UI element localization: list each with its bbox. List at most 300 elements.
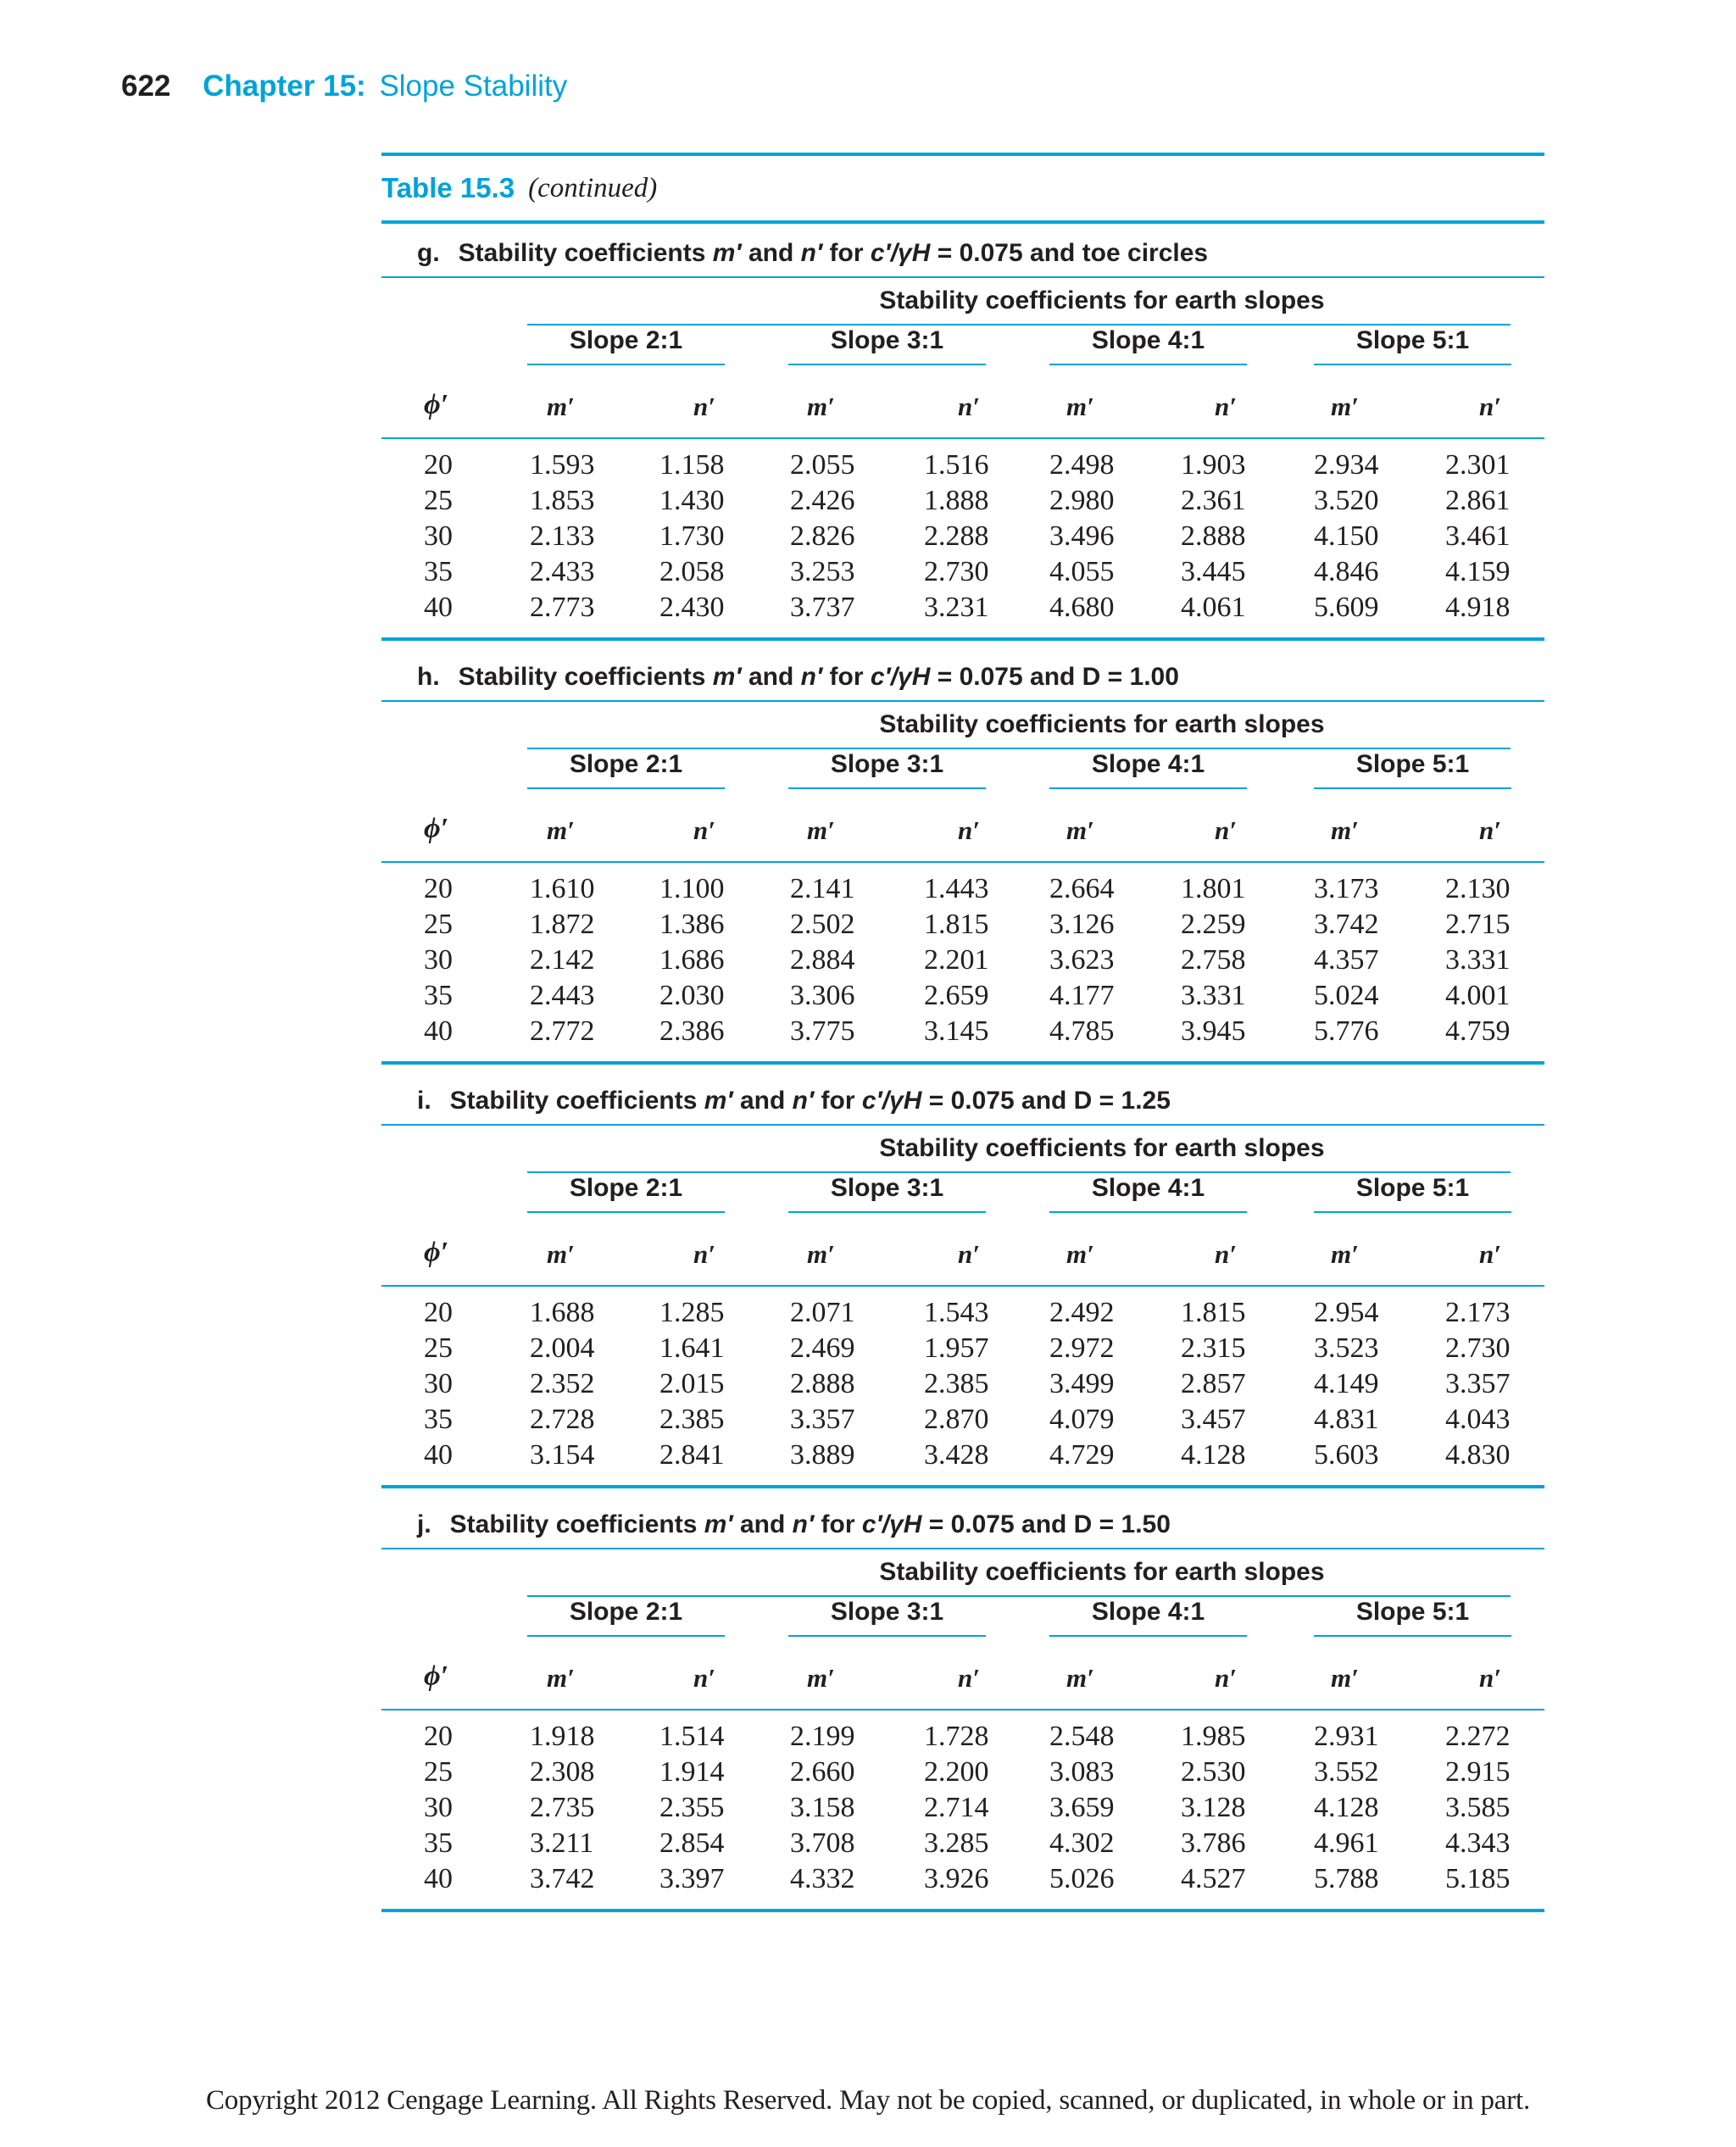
m-cell: 3.253 — [790, 556, 855, 587]
section-title-n: n′ — [800, 239, 823, 267]
n-cell: 2.854 — [659, 1827, 725, 1859]
n-cell: 2.315 — [1181, 1332, 1246, 1364]
n-cell: 2.430 — [659, 592, 725, 623]
m-column-head: m′ — [1331, 815, 1359, 845]
table-row — [381, 485, 1544, 520]
n-column-head: n′ — [1215, 1663, 1237, 1693]
n-cell: 2.355 — [659, 1792, 725, 1823]
m-cell: 4.831 — [1314, 1404, 1379, 1435]
column-head-rule — [381, 1285, 1544, 1287]
slope-header-rule — [1049, 787, 1247, 789]
section-letter: j. — [417, 1510, 431, 1538]
n-cell: 1.985 — [1181, 1721, 1246, 1752]
m-cell: 1.688 — [530, 1297, 595, 1328]
n-cell: 2.730 — [924, 556, 989, 587]
n-column-head: n′ — [958, 1239, 980, 1269]
n-cell: 1.888 — [924, 485, 989, 516]
m-column-head: m′ — [1331, 1239, 1359, 1269]
n-cell: 2.888 — [1181, 520, 1246, 552]
n-cell: 5.185 — [1445, 1863, 1511, 1894]
n-cell: 2.173 — [1445, 1297, 1511, 1328]
m-cell: 2.433 — [530, 556, 595, 587]
column-head-rule — [381, 861, 1544, 863]
section-title-text: Stability coefficients — [458, 239, 713, 267]
n-cell: 1.815 — [1181, 1297, 1246, 1328]
n-cell: 1.386 — [659, 909, 725, 940]
n-cell: 1.728 — [924, 1721, 989, 1752]
n-cell: 4.128 — [1181, 1439, 1246, 1471]
table-section — [381, 1495, 1544, 1919]
n-cell: 4.043 — [1445, 1404, 1511, 1435]
slope-header: Slope 4:1 — [1091, 1174, 1205, 1202]
n-column-head: n′ — [1479, 815, 1501, 845]
section-title-for: for — [814, 1087, 862, 1115]
n-cell: 1.514 — [659, 1721, 725, 1752]
m-cell: 2.931 — [1314, 1721, 1379, 1752]
m-cell: 2.141 — [790, 873, 855, 904]
m-cell: 4.150 — [1314, 520, 1379, 552]
m-cell: 2.133 — [530, 520, 595, 552]
m-cell: 2.492 — [1049, 1297, 1115, 1328]
n-cell: 2.714 — [924, 1792, 989, 1823]
table-row — [381, 520, 1544, 556]
n-cell: 1.443 — [924, 873, 989, 904]
m-cell: 4.785 — [1049, 1015, 1115, 1047]
slope-header-rule — [1049, 1211, 1247, 1213]
section-title-m: m′ — [712, 239, 742, 267]
m-cell: 5.603 — [1314, 1439, 1379, 1471]
slope-header-rule — [1314, 364, 1511, 365]
n-cell: 1.100 — [659, 873, 725, 904]
m-column-head: m′ — [1331, 1663, 1359, 1693]
n-cell: 4.759 — [1445, 1015, 1511, 1047]
phi-cell: 40 — [424, 1439, 453, 1471]
n-column-head: n′ — [1215, 1239, 1237, 1269]
n-cell: 2.201 — [924, 944, 989, 976]
section-title-rest: = 0.075 and D = 1.50 — [921, 1510, 1171, 1538]
phi-cell: 35 — [424, 1827, 453, 1859]
m-cell: 2.004 — [530, 1332, 595, 1364]
table-row — [381, 1792, 1544, 1827]
n-cell: 3.445 — [1181, 556, 1246, 587]
group-header: Stability coefficients for earth slopes — [879, 1134, 1325, 1162]
section-title-m: m′ — [704, 1510, 733, 1538]
slope-header-rule — [527, 364, 725, 365]
m-cell: 3.708 — [790, 1827, 855, 1859]
m-cell: 2.055 — [790, 449, 855, 481]
n-cell: 3.145 — [924, 1015, 989, 1047]
table-section — [381, 1071, 1544, 1495]
section-bottom-rule — [381, 1061, 1544, 1065]
m-column-head: m′ — [807, 1239, 835, 1269]
table-row — [381, 980, 1544, 1015]
slope-header-rule — [788, 787, 986, 789]
section-title-text: Stability coefficients — [458, 663, 713, 691]
n-cell: 2.758 — [1181, 944, 1246, 976]
n-cell: 1.543 — [924, 1297, 989, 1328]
section-letter: i. — [417, 1087, 431, 1115]
column-head-rule — [381, 1709, 1544, 1710]
m-cell: 2.660 — [790, 1756, 855, 1788]
section-title-text: Stability coefficients — [449, 1087, 704, 1115]
section-title-rule — [381, 1124, 1544, 1126]
section-letter: g. — [417, 239, 440, 267]
phi-cell: 20 — [424, 1721, 453, 1752]
section-title-expr: c′/γH — [870, 663, 931, 691]
n-cell: 2.288 — [924, 520, 989, 552]
section-title — [417, 663, 1179, 692]
n-cell: 2.861 — [1445, 485, 1511, 516]
m-cell: 2.884 — [790, 944, 855, 976]
section-title-expr: c′/γH — [861, 1087, 922, 1115]
group-header: Stability coefficients for earth slopes — [879, 1558, 1325, 1586]
phi-cell: 30 — [424, 944, 453, 976]
table-row — [381, 1756, 1544, 1792]
m-cell: 3.523 — [1314, 1332, 1379, 1364]
n-cell: 3.457 — [1181, 1404, 1246, 1435]
m-cell: 3.623 — [1049, 944, 1115, 976]
m-cell: 1.610 — [530, 873, 595, 904]
m-cell: 3.154 — [530, 1439, 595, 1471]
slope-header-rule — [527, 1211, 725, 1213]
n-column-head: n′ — [958, 815, 980, 845]
n-column-head: n′ — [693, 1239, 715, 1269]
m-cell: 3.499 — [1049, 1368, 1115, 1399]
n-cell: 3.285 — [924, 1827, 989, 1859]
slope-header: Slope 3:1 — [830, 326, 944, 354]
phi-cell: 25 — [424, 485, 453, 516]
n-cell: 2.386 — [659, 1015, 725, 1047]
section-letter: h. — [417, 663, 440, 691]
section-title-and: and — [732, 1510, 793, 1538]
m-column-head: m′ — [807, 815, 835, 845]
n-cell: 2.200 — [924, 1756, 989, 1788]
phi-cell: 30 — [424, 520, 453, 552]
slope-header: Slope 3:1 — [830, 750, 944, 778]
table-row — [381, 1404, 1544, 1439]
m-column-head: m′ — [547, 815, 575, 845]
n-cell: 2.015 — [659, 1368, 725, 1399]
table-row — [381, 1332, 1544, 1368]
n-cell: 4.159 — [1445, 556, 1511, 587]
n-cell: 1.285 — [659, 1297, 725, 1328]
m-cell: 3.357 — [790, 1404, 855, 1435]
phi-cell: 40 — [424, 1863, 453, 1894]
section-title-and: and — [741, 239, 801, 267]
table-label: Table 15.3 — [381, 172, 515, 203]
slope-header-rule — [1314, 1211, 1511, 1213]
n-cell: 2.841 — [659, 1439, 725, 1471]
m-cell: 2.142 — [530, 944, 595, 976]
slope-header-rule — [788, 1211, 986, 1213]
m-cell: 1.872 — [530, 909, 595, 940]
m-cell: 3.659 — [1049, 1792, 1115, 1823]
n-cell: 1.641 — [659, 1332, 725, 1364]
m-cell: 2.502 — [790, 909, 855, 940]
group-header: Stability coefficients for earth slopes — [879, 286, 1325, 314]
table-row — [381, 1015, 1544, 1051]
phi-cell: 30 — [424, 1368, 453, 1399]
slope-header: Slope 4:1 — [1091, 1598, 1205, 1626]
section-title-for: for — [822, 663, 871, 691]
n-cell: 3.786 — [1181, 1827, 1246, 1859]
n-cell: 4.061 — [1181, 592, 1246, 623]
section-title-rule — [381, 1548, 1544, 1549]
section-title-n: n′ — [792, 1510, 815, 1538]
n-column-head: n′ — [958, 1663, 980, 1693]
m-cell: 4.961 — [1314, 1827, 1379, 1859]
n-cell: 1.686 — [659, 944, 725, 976]
n-cell: 3.357 — [1445, 1368, 1511, 1399]
copyright-notice: Copyright 2012 Cengage Learning. All Rights Reserved. May not be copied, scanned, or duplicated, in whole or in part. — [205, 2085, 1531, 2116]
table-row — [381, 1827, 1544, 1863]
section-title — [417, 239, 1208, 268]
n-cell: 1.914 — [659, 1756, 725, 1788]
n-cell: 2.259 — [1181, 909, 1246, 940]
slope-header-rule — [1314, 1635, 1511, 1637]
stability-table — [381, 153, 1544, 1919]
slope-header: Slope 3:1 — [830, 1174, 944, 1202]
n-cell: 2.030 — [659, 980, 725, 1011]
m-cell: 2.972 — [1049, 1332, 1115, 1364]
table-row — [381, 1368, 1544, 1404]
slope-header: Slope 5:1 — [1355, 326, 1470, 354]
slope-header-rule — [788, 364, 986, 365]
n-cell: 2.361 — [1181, 485, 1246, 516]
section-title-n: n′ — [792, 1087, 815, 1115]
n-cell: 4.918 — [1445, 592, 1511, 623]
n-cell: 2.385 — [659, 1404, 725, 1435]
n-cell: 3.945 — [1181, 1015, 1246, 1047]
n-cell: 3.331 — [1445, 944, 1511, 976]
phi-cell: 30 — [424, 1792, 453, 1823]
slope-header: Slope 4:1 — [1091, 326, 1205, 354]
n-cell: 2.659 — [924, 980, 989, 1011]
slope-header: Slope 2:1 — [569, 1174, 683, 1202]
m-cell: 2.980 — [1049, 485, 1115, 516]
m-cell: 2.548 — [1049, 1721, 1115, 1752]
n-cell: 2.272 — [1445, 1721, 1511, 1752]
m-cell: 4.302 — [1049, 1827, 1115, 1859]
table-row — [381, 944, 1544, 980]
n-cell: 2.915 — [1445, 1756, 1511, 1788]
m-column-head: m′ — [1066, 815, 1094, 845]
section-title-rule — [381, 700, 1544, 702]
m-cell: 2.888 — [790, 1368, 855, 1399]
n-column-head: n′ — [693, 1663, 715, 1693]
n-column-head: n′ — [958, 392, 980, 421]
m-cell: 2.772 — [530, 1015, 595, 1047]
slope-header-rule — [1049, 364, 1247, 365]
m-cell: 2.469 — [790, 1332, 855, 1364]
slope-header: Slope 2:1 — [569, 750, 683, 778]
m-cell: 2.934 — [1314, 449, 1379, 481]
n-cell: 2.530 — [1181, 1756, 1246, 1788]
n-cell: 1.158 — [659, 449, 725, 481]
n-cell: 2.870 — [924, 1404, 989, 1435]
n-column-head: n′ — [693, 815, 715, 845]
n-cell: 2.730 — [1445, 1332, 1511, 1364]
m-cell: 2.308 — [530, 1756, 595, 1788]
slope-header: Slope 3:1 — [830, 1598, 944, 1626]
section-bottom-rule — [381, 637, 1544, 641]
phi-cell: 35 — [424, 980, 453, 1011]
slope-header-rule — [527, 787, 725, 789]
m-cell: 3.211 — [530, 1827, 594, 1859]
slope-header-rule — [788, 1635, 986, 1637]
n-cell: 2.058 — [659, 556, 725, 587]
n-cell: 3.926 — [924, 1863, 989, 1894]
table-row — [381, 1439, 1544, 1475]
m-column-head: m′ — [807, 392, 835, 421]
n-cell: 1.957 — [924, 1332, 989, 1364]
n-cell: 3.128 — [1181, 1792, 1246, 1823]
n-column-head: n′ — [1215, 815, 1237, 845]
m-column-head: m′ — [547, 1239, 575, 1269]
slope-header-rule — [1314, 787, 1511, 789]
section-title — [417, 1087, 1171, 1115]
n-cell: 2.301 — [1445, 449, 1511, 481]
slope-header: Slope 5:1 — [1355, 1598, 1470, 1626]
n-cell: 4.343 — [1445, 1827, 1511, 1859]
group-header-rule — [527, 1171, 1511, 1173]
n-column-head: n′ — [693, 392, 715, 421]
m-cell: 4.079 — [1049, 1404, 1115, 1435]
m-cell: 2.728 — [530, 1404, 595, 1435]
section-title-n: n′ — [800, 663, 823, 691]
phi-cell: 25 — [424, 909, 453, 940]
n-cell: 3.231 — [924, 592, 989, 623]
n-cell: 2.385 — [924, 1368, 989, 1399]
phi-cell: 20 — [424, 873, 453, 904]
m-cell: 2.443 — [530, 980, 595, 1011]
m-cell: 3.742 — [530, 1863, 595, 1894]
m-cell: 4.149 — [1314, 1368, 1379, 1399]
m-cell: 4.055 — [1049, 556, 1115, 587]
section-title-and: and — [732, 1087, 793, 1115]
m-cell: 3.742 — [1314, 909, 1379, 940]
n-cell: 2.857 — [1181, 1368, 1246, 1399]
n-column-head: n′ — [1479, 1239, 1501, 1269]
m-column-head: m′ — [1066, 392, 1094, 421]
slope-header: Slope 4:1 — [1091, 750, 1205, 778]
table-title-bar — [381, 153, 1544, 224]
m-cell: 4.128 — [1314, 1792, 1379, 1823]
section-title-text: Stability coefficients — [449, 1510, 704, 1538]
slope-header: Slope 5:1 — [1355, 1174, 1470, 1202]
section-title-rest: = 0.075 and D = 1.00 — [930, 663, 1179, 691]
slope-header-rule — [1049, 1635, 1247, 1637]
table-continued: (continued) — [528, 172, 658, 203]
m-cell: 2.199 — [790, 1721, 855, 1752]
section-bottom-rule — [381, 1909, 1544, 1912]
n-cell: 1.815 — [924, 909, 989, 940]
table-row — [381, 449, 1544, 485]
section-title-rest: = 0.075 and toe circles — [930, 239, 1209, 267]
n-cell: 1.730 — [659, 520, 725, 552]
table-row — [381, 1297, 1544, 1332]
m-column-head: m′ — [1066, 1239, 1094, 1269]
m-cell: 2.352 — [530, 1368, 595, 1399]
phi-cell: 40 — [424, 592, 453, 623]
section-title-and: and — [741, 663, 801, 691]
section-title-rest: = 0.075 and D = 1.25 — [921, 1087, 1171, 1115]
m-cell: 3.520 — [1314, 485, 1379, 516]
n-cell: 3.397 — [659, 1863, 725, 1894]
n-cell: 4.830 — [1445, 1439, 1511, 1471]
m-column-head: m′ — [807, 1663, 835, 1693]
m-cell: 4.846 — [1314, 556, 1379, 587]
m-cell: 2.954 — [1314, 1297, 1379, 1328]
chapter-label: Chapter 15: — [203, 70, 366, 103]
table-row — [381, 873, 1544, 909]
n-cell: 2.715 — [1445, 909, 1511, 940]
m-column-head: m′ — [547, 1663, 575, 1693]
table-section — [381, 648, 1544, 1071]
m-cell: 1.593 — [530, 449, 595, 481]
n-cell: 1.430 — [659, 485, 725, 516]
section-title — [417, 1510, 1171, 1539]
m-cell: 4.332 — [790, 1863, 855, 1894]
m-cell: 1.918 — [530, 1721, 595, 1752]
m-cell: 2.498 — [1049, 449, 1115, 481]
slope-header: Slope 2:1 — [569, 326, 683, 354]
m-cell: 3.737 — [790, 592, 855, 623]
table-row — [381, 1863, 1544, 1899]
table-row — [381, 556, 1544, 592]
n-cell: 4.001 — [1445, 980, 1511, 1011]
n-cell: 1.903 — [1181, 449, 1246, 481]
m-cell: 3.083 — [1049, 1756, 1115, 1788]
m-column-head: m′ — [1331, 392, 1359, 421]
phi-cell: 35 — [424, 1404, 453, 1435]
m-cell: 2.773 — [530, 592, 595, 623]
m-cell: 3.158 — [790, 1792, 855, 1823]
phi-cell: 25 — [424, 1332, 453, 1364]
m-cell: 2.071 — [790, 1297, 855, 1328]
section-bottom-rule — [381, 1485, 1544, 1488]
n-column-head: n′ — [1215, 392, 1237, 421]
m-cell: 4.680 — [1049, 592, 1115, 623]
m-cell: 5.776 — [1314, 1015, 1379, 1047]
n-cell: 3.585 — [1445, 1792, 1511, 1823]
column-head-rule — [381, 437, 1544, 439]
m-cell: 1.853 — [530, 485, 595, 516]
n-cell: 1.801 — [1181, 873, 1246, 904]
n-cell: 3.331 — [1181, 980, 1246, 1011]
phi-column-head: ϕ′ — [424, 1237, 449, 1268]
group-header-rule — [527, 748, 1511, 749]
table-sections — [381, 224, 1544, 1919]
m-cell: 3.889 — [790, 1439, 855, 1471]
section-title-expr: c′/γH — [861, 1510, 922, 1538]
table-row — [381, 592, 1544, 627]
section-title-for: for — [814, 1510, 862, 1538]
m-cell: 4.177 — [1049, 980, 1115, 1011]
group-header-rule — [527, 1595, 1511, 1597]
n-cell: 3.428 — [924, 1439, 989, 1471]
phi-column-head: ϕ′ — [424, 813, 449, 844]
table-section — [381, 224, 1544, 648]
phi-cell: 20 — [424, 1297, 453, 1328]
section-title-expr: c′/γH — [870, 239, 931, 267]
phi-cell: 40 — [424, 1015, 453, 1047]
table-row — [381, 1721, 1544, 1756]
running-head — [121, 70, 567, 103]
section-title-rule — [381, 276, 1544, 278]
slope-header: Slope 5:1 — [1355, 750, 1470, 778]
m-cell: 3.306 — [790, 980, 855, 1011]
